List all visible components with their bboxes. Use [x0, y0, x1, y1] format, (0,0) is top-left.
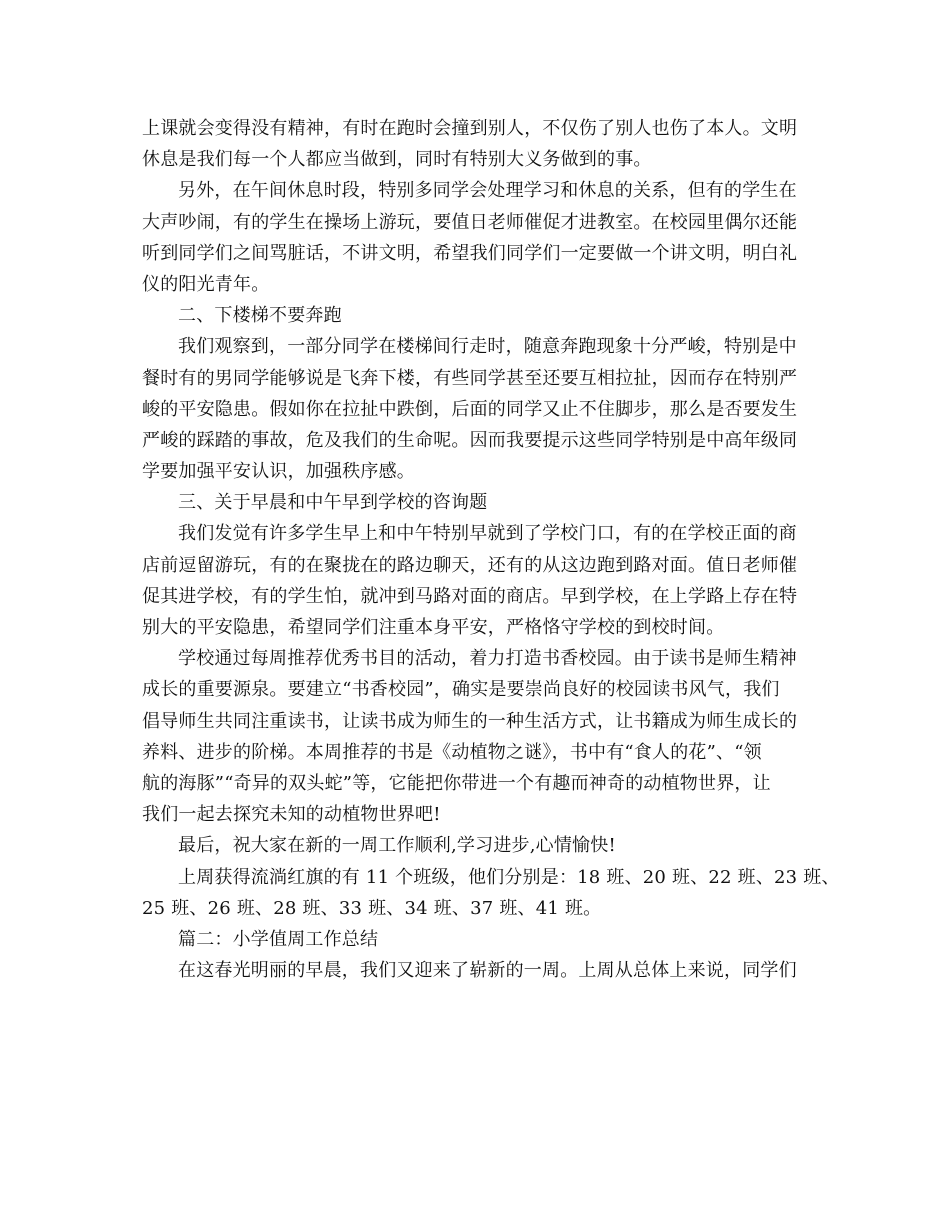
text-line: 峻的平安隐患。假如你在拉扯中跌倒，后面的同学又止不住脚步，那么是否要发生 [142, 398, 798, 420]
text-line: 最后，祝大家在新的一周工作顺利,学习进步,心情愉快! [178, 835, 616, 857]
text-line: 三、关于早晨和中午早到学校的咨询题 [178, 492, 488, 514]
document-body [142, 113, 840, 986]
text-line: 篇二：小学值周工作总结 [178, 928, 379, 950]
text-line: 学校通过每周推荐优秀书目的活动，着力打造书香校园。由于读书是师生精神 [178, 648, 797, 670]
text-line: 听到同学们之间骂脏话，不讲文明，希望我们同学们一定要做一个讲文明，明白礼 [142, 242, 798, 264]
text-line: 成长的重要源泉。要建立“书香校园”，确实是要崇尚良好的校园读书风气，我们 [142, 679, 780, 701]
text-line: 在这春光明丽的早晨，我们又迎来了崭新的一周。上周从总体上来说，同学们 [178, 960, 797, 982]
text-line: 大声吵闹，有的学生在操场上游玩，要值日老师催促才进教室。在校园里偶尔还能 [142, 211, 798, 233]
text-line: 休息是我们每一个人都应当做到，同时有特别大义务做到的事。 [142, 149, 652, 171]
text-line: 我们观察到，一部分同学在楼梯间行走时，随意奔跑现象十分严峻，特别是中 [178, 336, 797, 358]
text-line: 促其进学校，有的学生怕，就冲到马路对面的商店。早到学校，在上学路上存在特 [142, 585, 798, 607]
text-line: 餐时有的男同学能够说是飞奔下楼，有些同学甚至还要互相拉扯，因而存在特别严 [142, 367, 798, 389]
text-line: 上周获得流淌红旗的有 11 个班级，他们分别是：18 班、20 班、22 班、23 班、 [178, 866, 840, 888]
text-line: 航的海豚”“奇异的双头蛇”等，它能把你带进一个有趣而神奇的动植物世界，让 [142, 772, 771, 794]
text-line: 上课就会变得没有精神，有时在跑时会撞到别人，不仅伤了别人也伤了本人。文明 [142, 118, 798, 139]
text-line: 25 班、26 班、28 班、33 班、34 班、37 班、41 班。 [142, 897, 602, 919]
text-line: 仪的阳光青年。 [142, 273, 270, 295]
text-line: 店前逗留游玩，有的在聚拢在的路边聊天，还有的从这边跑到路对面。值日老师催 [142, 554, 798, 576]
text-line: 养料、进步的阶梯。本周推荐的书是《动植物之谜》，书中有“食人的花”、“领 [142, 741, 762, 763]
text-line: 另外，在午间休息时段，特别多同学会处理学习和休息的关系，但有的学生在 [178, 180, 797, 202]
text-line: 别大的平安隐患，希望同学们注重本身平安，严格恪守学校的到校时间。 [142, 617, 725, 638]
text-line: 我们一起去探究未知的动植物世界吧! [142, 804, 441, 826]
text-line: 倡导师生共同注重读书，让读书成为师生的一种生活方式，让书籍成为师生成长的 [142, 710, 798, 732]
text-line: 严峻的踩踏的事故，危及我们的生命呢。因而我要提示这些同学特别是中高年级同 [142, 429, 798, 451]
text-line: 学要加强平安认识，加强秩序感。 [142, 461, 415, 483]
text-line: 二、下楼梯不要奔跑 [178, 305, 342, 327]
text-line: 我们发觉有许多学生早上和中午特别早就到了学校门口，有的在学校正面的商 [178, 523, 797, 545]
